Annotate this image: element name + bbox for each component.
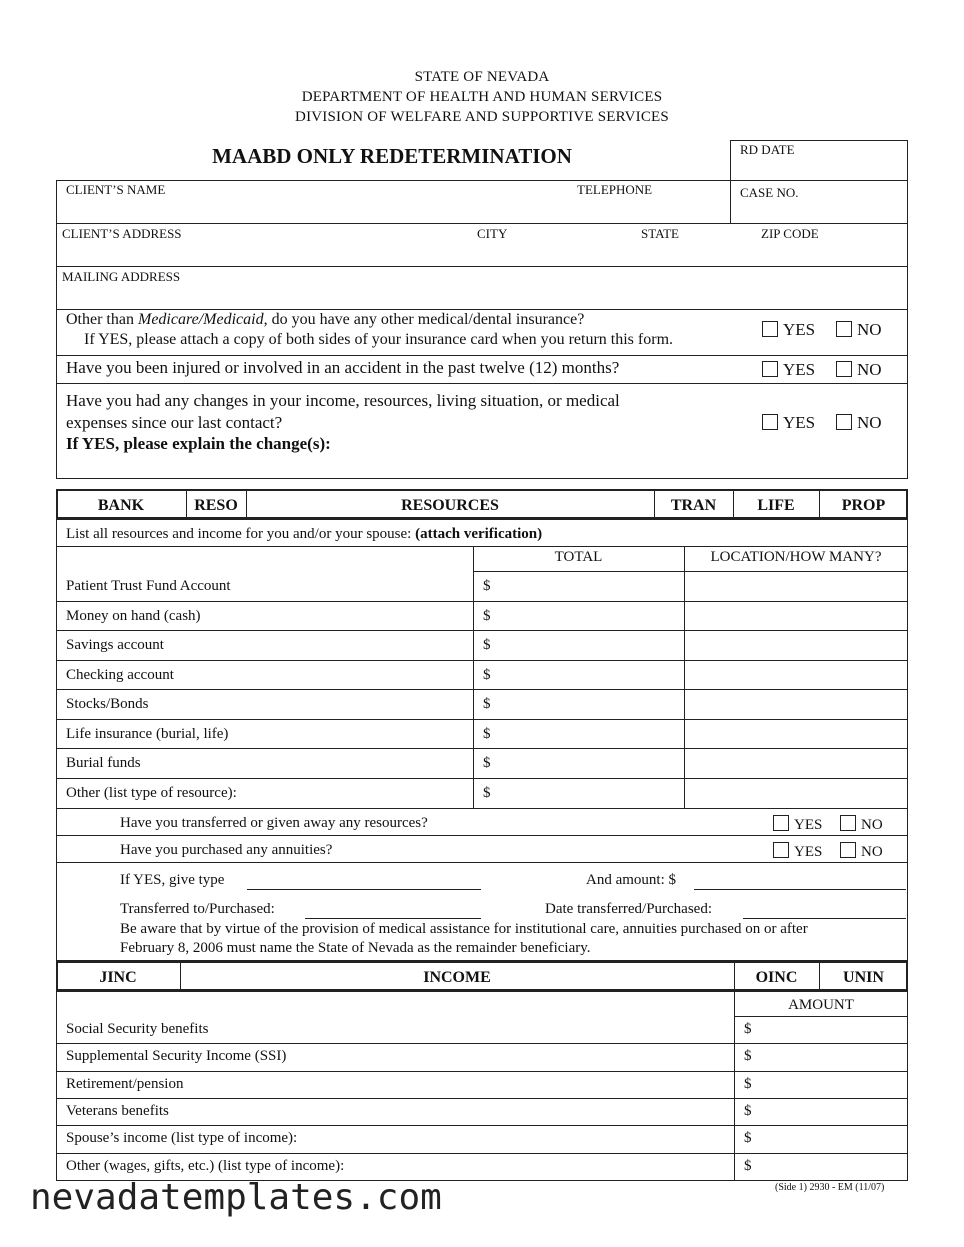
income-amount-field[interactable] — [758, 1100, 904, 1123]
agency-division: DIVISION OF WELFARE AND SUPPORTIVE SERVICES — [295, 109, 669, 125]
income-label: Veterans benefits — [66, 1102, 169, 1119]
checkbox-icon — [836, 321, 852, 337]
annuity-question: Have you purchased any annuities? — [120, 842, 333, 858]
checkbox-icon — [840, 842, 856, 858]
annuity-notice-line2: February 8, 2006 must name the State of Nevada as the remainder beneficiary. — [120, 940, 591, 956]
resource-label: Patient Trust Fund Account — [66, 578, 231, 594]
date-transferred-label: Date transferred/Purchased: — [545, 901, 713, 917]
changes-no-option[interactable]: NO — [836, 413, 882, 433]
clients-address-field[interactable] — [58, 240, 906, 265]
agency-department: DEPARTMENT OF HEALTH AND HUMAN SERVICES — [301, 89, 663, 105]
income-label: Other (wages, gifts, etc.) (list type of income): — [66, 1157, 345, 1174]
income-amount-field[interactable] — [758, 1018, 904, 1041]
transfer-no-option[interactable]: NO — [840, 815, 883, 834]
state-label: STATE — [641, 226, 679, 241]
income-heading: INCOME — [423, 969, 491, 986]
mailing-address-label: MAILING ADDRESS — [62, 269, 181, 284]
resource-location-field[interactable] — [687, 721, 905, 747]
checkbox-icon — [840, 815, 856, 831]
form-title: MAABD ONLY REDETERMINATION — [212, 144, 572, 168]
income-amount-field[interactable] — [758, 1045, 904, 1068]
dollar-sign: $ — [483, 666, 491, 683]
col-total-header: TOTAL — [554, 549, 603, 565]
transferred-to-label: Transferred to/Purchased: — [120, 901, 275, 917]
resource-total-field[interactable] — [497, 780, 681, 806]
if-yes-type-label: If YES, give type — [120, 872, 225, 888]
checkbox-icon — [762, 321, 778, 337]
annuity-no-option[interactable]: NO — [840, 842, 883, 861]
changes-question-line2: expenses since our last contact? — [66, 413, 283, 432]
clients-address-label: CLIENT’S ADDRESS — [62, 226, 182, 241]
checkbox-icon — [762, 361, 778, 377]
resource-total-field[interactable] — [497, 691, 681, 717]
changes-explain-label: If YES, please explain the change(s): — [66, 434, 331, 453]
and-amount-label: And amount: $ — [586, 872, 676, 888]
form-code: (Side 1) 2930 - EM (11/07) — [775, 1182, 885, 1193]
income-label: Supplemental Security Income (SSI) — [66, 1048, 287, 1065]
zip-code-label: ZIP CODE — [761, 226, 819, 241]
transferred-to-field[interactable] — [305, 918, 481, 919]
resource-location-field[interactable] — [687, 780, 905, 806]
dollar-sign: $ — [744, 1130, 752, 1147]
rd-date-label: RD DATE — [740, 142, 795, 157]
resource-total-field[interactable] — [497, 632, 681, 658]
annuity-notice-line1: Be aware that by virtue of the provision of medical assistance for institutional care, annuities purchased on or after — [120, 921, 808, 937]
clients-name-label: CLIENT’S NAME — [66, 182, 166, 197]
checkbox-icon — [836, 414, 852, 430]
checkbox-icon — [762, 414, 778, 430]
resource-total-field[interactable] — [497, 750, 681, 776]
resource-total-field[interactable] — [497, 573, 681, 599]
income-amount-field[interactable] — [758, 1127, 904, 1150]
resource-label: Life insurance (burial, life) — [66, 725, 229, 742]
case-no-field[interactable] — [732, 200, 906, 222]
code-prop: PROP — [841, 497, 886, 514]
resources-heading: RESOURCES — [401, 497, 499, 514]
accident-yes-option[interactable]: YES — [762, 360, 815, 380]
rd-date-field[interactable] — [732, 156, 906, 178]
watermark: nevadatemplates.com — [30, 1177, 442, 1218]
dollar-sign: $ — [483, 637, 491, 653]
accident-question: Have you been injured or involved in an accident in the past twelve (12) months? — [66, 358, 620, 377]
clients-name-field[interactable] — [58, 196, 728, 222]
checkbox-icon — [773, 842, 789, 858]
resource-location-field[interactable] — [687, 750, 905, 776]
insurance-instruction: If YES, please attach a copy of both sides of your insurance card when you return this form. — [84, 331, 674, 348]
col-location-header: LOCATION/HOW MANY? — [710, 549, 882, 565]
telephone-label: TELEPHONE — [577, 182, 653, 197]
insurance-question: Other than Medicare/Medicaid, do you have any other medical/dental insurance? — [66, 311, 585, 328]
resources-instruction: List all resources and income for you and/or your spouse: (attach verification) — [66, 526, 543, 542]
checkbox-icon — [836, 361, 852, 377]
resource-label: Money on hand (cash) — [66, 607, 201, 624]
city-label: CITY — [477, 226, 508, 241]
transfer-question: Have you transferred or given away any resources? — [120, 815, 428, 831]
dollar-sign: $ — [744, 1102, 752, 1119]
code-bank: BANK — [97, 497, 145, 514]
resource-label: Stocks/Bonds — [66, 696, 149, 712]
dollar-sign: $ — [483, 578, 491, 594]
checkbox-icon — [773, 815, 789, 831]
dollar-sign: $ — [744, 1021, 752, 1037]
resource-location-field[interactable] — [687, 632, 905, 658]
income-label: Social Security benefits — [66, 1021, 209, 1037]
col-amount-header: AMOUNT — [788, 997, 854, 1013]
code-life: LIFE — [757, 497, 795, 514]
code-oinc: OINC — [755, 969, 798, 986]
resource-location-field[interactable] — [687, 662, 905, 688]
dollar-sign: $ — [483, 784, 491, 801]
annuity-yes-option[interactable]: YES — [773, 842, 822, 861]
dollar-sign: $ — [483, 607, 491, 624]
resource-label: Other (list type of resource): — [66, 784, 237, 801]
resource-location-field[interactable] — [687, 603, 905, 629]
income-label: Spouse’s income (list type of income): — [66, 1130, 298, 1147]
resource-location-field[interactable] — [687, 573, 905, 599]
annuity-type-field[interactable] — [247, 889, 481, 890]
insurance-no-option[interactable]: NO — [836, 320, 882, 340]
dollar-sign: $ — [744, 1075, 752, 1092]
annuity-amount-field[interactable] — [694, 889, 906, 890]
code-jinc: JINC — [99, 969, 137, 986]
resource-total-field[interactable] — [497, 662, 681, 688]
changes-yes-option[interactable]: YES — [762, 413, 815, 433]
changes-explanation-field[interactable] — [58, 455, 906, 477]
accident-no-option[interactable]: NO — [836, 360, 882, 380]
resource-label: Savings account — [66, 637, 164, 653]
resource-total-field[interactable] — [497, 721, 681, 747]
dollar-sign: $ — [483, 755, 491, 771]
income-label: Retirement/pension — [66, 1075, 184, 1092]
resource-label: Burial funds — [66, 755, 141, 771]
mailing-address-field[interactable] — [58, 283, 906, 308]
insurance-yes-option[interactable]: YES — [762, 320, 815, 340]
agency-state: STATE OF NEVADA — [414, 69, 550, 85]
income-amount-field[interactable] — [758, 1073, 904, 1096]
code-unin: UNIN — [843, 969, 884, 986]
dollar-sign: $ — [744, 1048, 752, 1065]
transfer-yes-option[interactable]: YES — [773, 815, 822, 834]
income-amount-field[interactable] — [758, 1155, 904, 1178]
dollar-sign: $ — [483, 696, 491, 712]
date-transferred-field[interactable] — [743, 918, 906, 919]
code-tran: TRAN — [670, 497, 717, 514]
dollar-sign: $ — [483, 725, 491, 742]
code-reso: RESO — [194, 497, 238, 514]
resource-total-field[interactable] — [497, 603, 681, 629]
changes-question-line1: Have you had any changes in your income, resources, living situation, or medical — [66, 391, 620, 410]
resource-label: Checking account — [66, 666, 174, 683]
case-no-label: CASE NO. — [740, 185, 799, 200]
resource-location-field[interactable] — [687, 691, 905, 717]
dollar-sign: $ — [744, 1157, 752, 1174]
